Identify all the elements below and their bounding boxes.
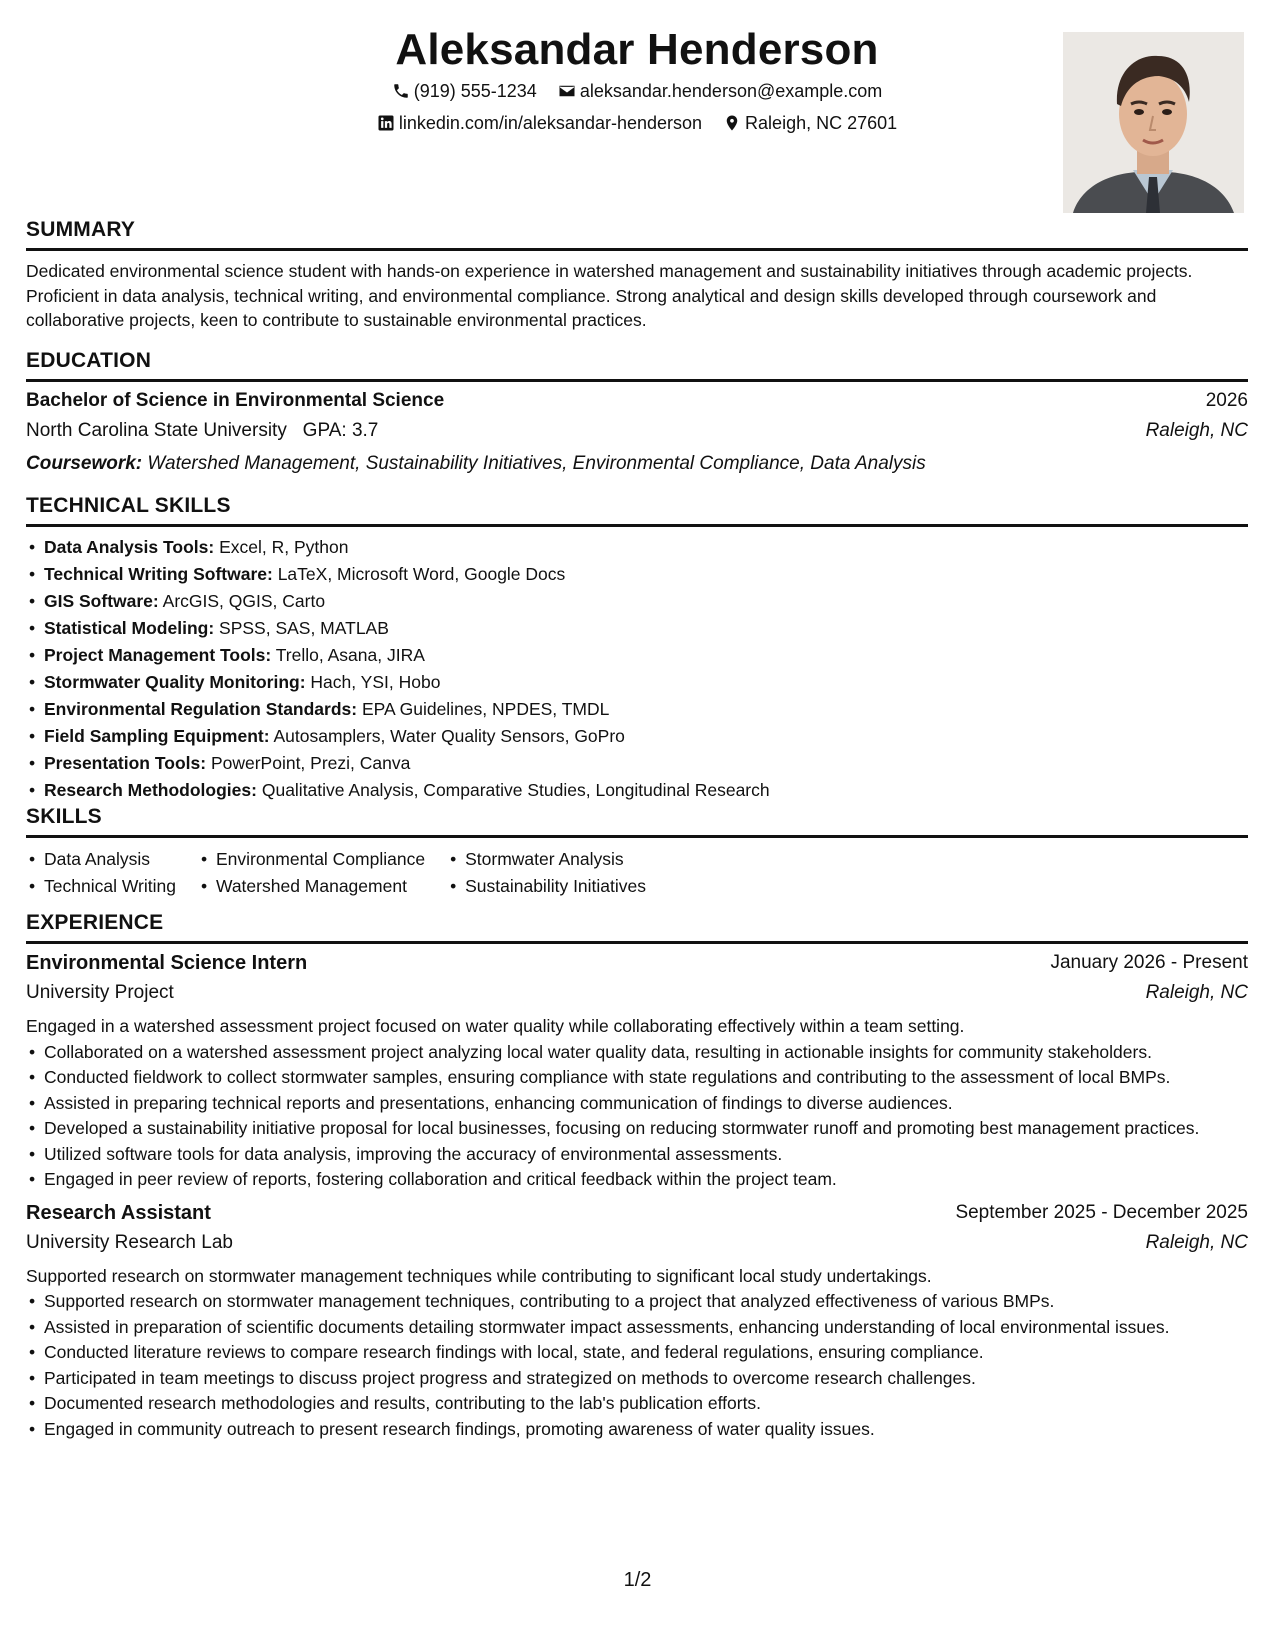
technical-skill-label: Data Analysis Tools: xyxy=(44,537,215,557)
job-bullets xyxy=(26,1289,1248,1441)
experience-entry xyxy=(26,952,1248,1192)
technical-skills-section xyxy=(26,493,1248,804)
summary-text: Dedicated environmental science student with hands-on experience in watershed management and sustainability initiatives through academic projects. Proficient in data analysis, technical writing, and environmental compliance. Strong analytical and design skills developed through coursework and collaborative projects, keen to contribute to sustainable environmental practices. xyxy=(26,261,1193,330)
job-dates: January 2026 - Present xyxy=(1050,952,1248,973)
coursework-list: Watershed Management, Sustainability Initiatives, Environmental Compliance, Data Analysis xyxy=(147,453,926,474)
job-bullet: • Collaborated on a watershed assessment project analyzing local water quality data, resulting in actionable insights for community stakeholders. xyxy=(26,1040,1248,1065)
technical-skill-item xyxy=(26,615,1248,642)
technical-skill-item xyxy=(26,669,1248,696)
technical-skill-value: Trello, Asana, JIRA xyxy=(275,645,425,665)
technical-skill-item xyxy=(26,750,1248,777)
job-bullet: • Assisted in preparation of scientific documents detailing stormwater impact assessments, enhancing understanding of local environmental issues. xyxy=(26,1315,1248,1340)
section-divider xyxy=(26,248,1248,251)
linkedin-icon xyxy=(377,114,395,132)
graduation-year: 2026 xyxy=(1205,390,1248,411)
job-bullet: • Utilized software tools for data analysis, improving the accuracy of environmental assessments. xyxy=(26,1142,1248,1167)
job-summary: Engaged in a watershed assessment project focused on water quality while collaborating effectively within a team setting. xyxy=(26,1016,965,1036)
technical-skill-label: Statistical Modeling: xyxy=(44,618,215,638)
contact-linkedin[interactable] xyxy=(377,111,702,135)
skills-heading: SKILLS xyxy=(26,805,102,828)
technical-skill-value: EPA Guidelines, NPDES, TMDL xyxy=(361,699,610,719)
job-bullet: • Engaged in peer review of reports, fostering collaboration and critical feedback within the project team. xyxy=(26,1167,1248,1192)
phone-icon xyxy=(392,82,410,100)
summary-section xyxy=(26,217,1248,333)
summary-heading: SUMMARY xyxy=(26,218,136,241)
location-text: Raleigh, NC 27601 xyxy=(745,113,898,133)
section-divider xyxy=(26,941,1248,944)
technical-skill-label: Environmental Regulation Standards: xyxy=(44,699,358,719)
page-number: 1/2 xyxy=(623,1569,652,1591)
map-pin-icon xyxy=(723,114,741,132)
job-organization: University Project xyxy=(26,982,174,1003)
portrait-image xyxy=(1063,32,1244,213)
technical-skill-item xyxy=(26,534,1248,561)
technical-skill-label: Project Management Tools: xyxy=(44,645,272,665)
job-summary: Supported research on stormwater management techniques while contributing to significant local study undertakings. xyxy=(26,1265,932,1286)
school-line xyxy=(26,420,378,442)
skill-item: • Stormwater Analysis xyxy=(447,846,646,873)
technical-skill-label: GIS Software: xyxy=(44,591,159,611)
technical-skill-item xyxy=(26,561,1248,588)
technical-skill-value: Qualitative Analysis, Comparative Studies, Longitudinal Research xyxy=(261,780,770,800)
technical-skill-value: Excel, R, Python xyxy=(219,537,349,557)
experience-row-2 xyxy=(26,982,1248,1010)
experience-row-1 xyxy=(26,1202,1248,1230)
technical-skill-label: Presentation Tools: xyxy=(44,753,207,773)
experience-row-1 xyxy=(26,952,1248,980)
experience-heading: EXPERIENCE xyxy=(26,911,164,934)
technical-skill-value: PowerPoint, Prezi, Canva xyxy=(210,753,411,773)
skill-item: • Watershed Management xyxy=(198,873,425,900)
technical-skill-label: Stormwater Quality Monitoring: xyxy=(44,672,306,692)
skills-column xyxy=(198,846,425,900)
technical-skill-label: Field Sampling Equipment: xyxy=(44,726,270,746)
school-location: Raleigh, NC xyxy=(1145,420,1248,441)
experience-list xyxy=(26,952,1248,1441)
school-name: North Carolina State University xyxy=(26,420,287,441)
job-location: Raleigh, NC xyxy=(1145,982,1248,1003)
job-bullet: • Documented research methodologies and results, contributing to the lab's publication efforts. xyxy=(26,1391,1248,1416)
education-row-2 xyxy=(26,420,1248,448)
job-title: Research Assistant xyxy=(26,1201,211,1224)
technical-skill-item xyxy=(26,642,1248,669)
experience-entry xyxy=(26,1202,1248,1442)
job-bullet: • Conducted literature reviews to compare research findings with local, state, and federal regulations, ensuring compliance. xyxy=(26,1340,1248,1365)
education-row-1 xyxy=(26,390,1248,418)
skills-columns xyxy=(26,846,1248,900)
technical-skill-item xyxy=(26,723,1248,750)
candidate-name: Aleksandar Henderson xyxy=(395,25,879,74)
job-bullet: • Conducted fieldwork to collect stormwater samples, ensuring compliance with state regulations and contributing to the assessment of local BMPs. xyxy=(26,1065,1248,1090)
technical-skill-value: Autosamplers, Water Quality Sensors, GoPro xyxy=(273,726,625,746)
job-title: Environmental Science Intern xyxy=(26,952,308,974)
job-bullets xyxy=(26,1040,1248,1192)
technical-skill-value: LaTeX, Microsoft Word, Google Docs xyxy=(277,564,566,584)
job-location: Raleigh, NC xyxy=(1145,1231,1248,1253)
phone-text: (919) 555-1234 xyxy=(413,81,537,101)
skill-item: • Technical Writing xyxy=(26,873,176,900)
skill-item: • Sustainability Initiatives xyxy=(447,873,646,900)
profile-photo xyxy=(1063,32,1244,213)
skills-section xyxy=(26,804,1248,900)
technical-skill-item xyxy=(26,696,1248,723)
gpa: GPA: 3.7 xyxy=(302,420,379,441)
job-bullet: • Developed a sustainability initiative proposal for local businesses, focusing on reducing stormwater runoff and promoting best management practices. xyxy=(26,1116,1248,1141)
job-bullet: • Supported research on stormwater management techniques, contributing to a project that analyzed effectiveness of various BMPs. xyxy=(26,1289,1248,1314)
technical-skills-list xyxy=(26,534,1248,804)
technical-skill-value: ArcGIS, QGIS, Carto xyxy=(162,591,326,611)
envelope-icon xyxy=(558,82,576,100)
education-section xyxy=(26,348,1248,478)
section-divider xyxy=(26,524,1248,527)
technical-skill-item xyxy=(26,588,1248,615)
skill-item: • Environmental Compliance xyxy=(198,846,425,873)
technical-skill-label: Research Methodologies: xyxy=(44,780,257,800)
technical-skill-item xyxy=(26,777,1248,804)
job-organization: University Research Lab xyxy=(26,1231,233,1253)
experience-section xyxy=(26,910,1248,1441)
linkedin-text: linkedin.com/in/aleksandar-henderson xyxy=(398,113,703,133)
section-divider xyxy=(26,379,1248,382)
skills-column xyxy=(447,846,646,900)
contact-email[interactable] xyxy=(558,79,882,103)
contact-phone xyxy=(392,79,537,103)
coursework-label: Coursework: xyxy=(26,453,143,474)
job-dates: September 2025 - December 2025 xyxy=(955,1201,1248,1223)
technical-skill-label: Technical Writing Software: xyxy=(44,564,273,584)
resume-header xyxy=(26,22,1248,212)
experience-row-2 xyxy=(26,1232,1248,1260)
section-divider xyxy=(26,835,1248,838)
job-bullet: • Engaged in community outreach to present research findings, promoting awareness of water quality issues. xyxy=(26,1417,1248,1442)
education-heading: EDUCATION xyxy=(26,349,152,372)
coursework-line xyxy=(26,450,1248,478)
contact-location xyxy=(723,111,897,135)
skill-item: • Data Analysis xyxy=(26,846,176,873)
technical-skills-heading: TECHNICAL SKILLS xyxy=(26,494,231,517)
technical-skill-value: SPSS, SAS, MATLAB xyxy=(219,618,389,638)
job-bullet: • Participated in team meetings to discuss project progress and strategized on methods to overcome research challenges. xyxy=(26,1366,1248,1391)
technical-skill-value: Hach, YSI, Hobo xyxy=(310,672,441,692)
job-bullet: • Assisted in preparing technical reports and presentations, enhancing communication of findings to diverse audiences. xyxy=(26,1091,1248,1116)
email-text: aleksandar.henderson@example.com xyxy=(579,81,883,101)
degree-title: Bachelor of Science in Environmental Science xyxy=(26,390,445,411)
skills-column xyxy=(26,846,176,900)
